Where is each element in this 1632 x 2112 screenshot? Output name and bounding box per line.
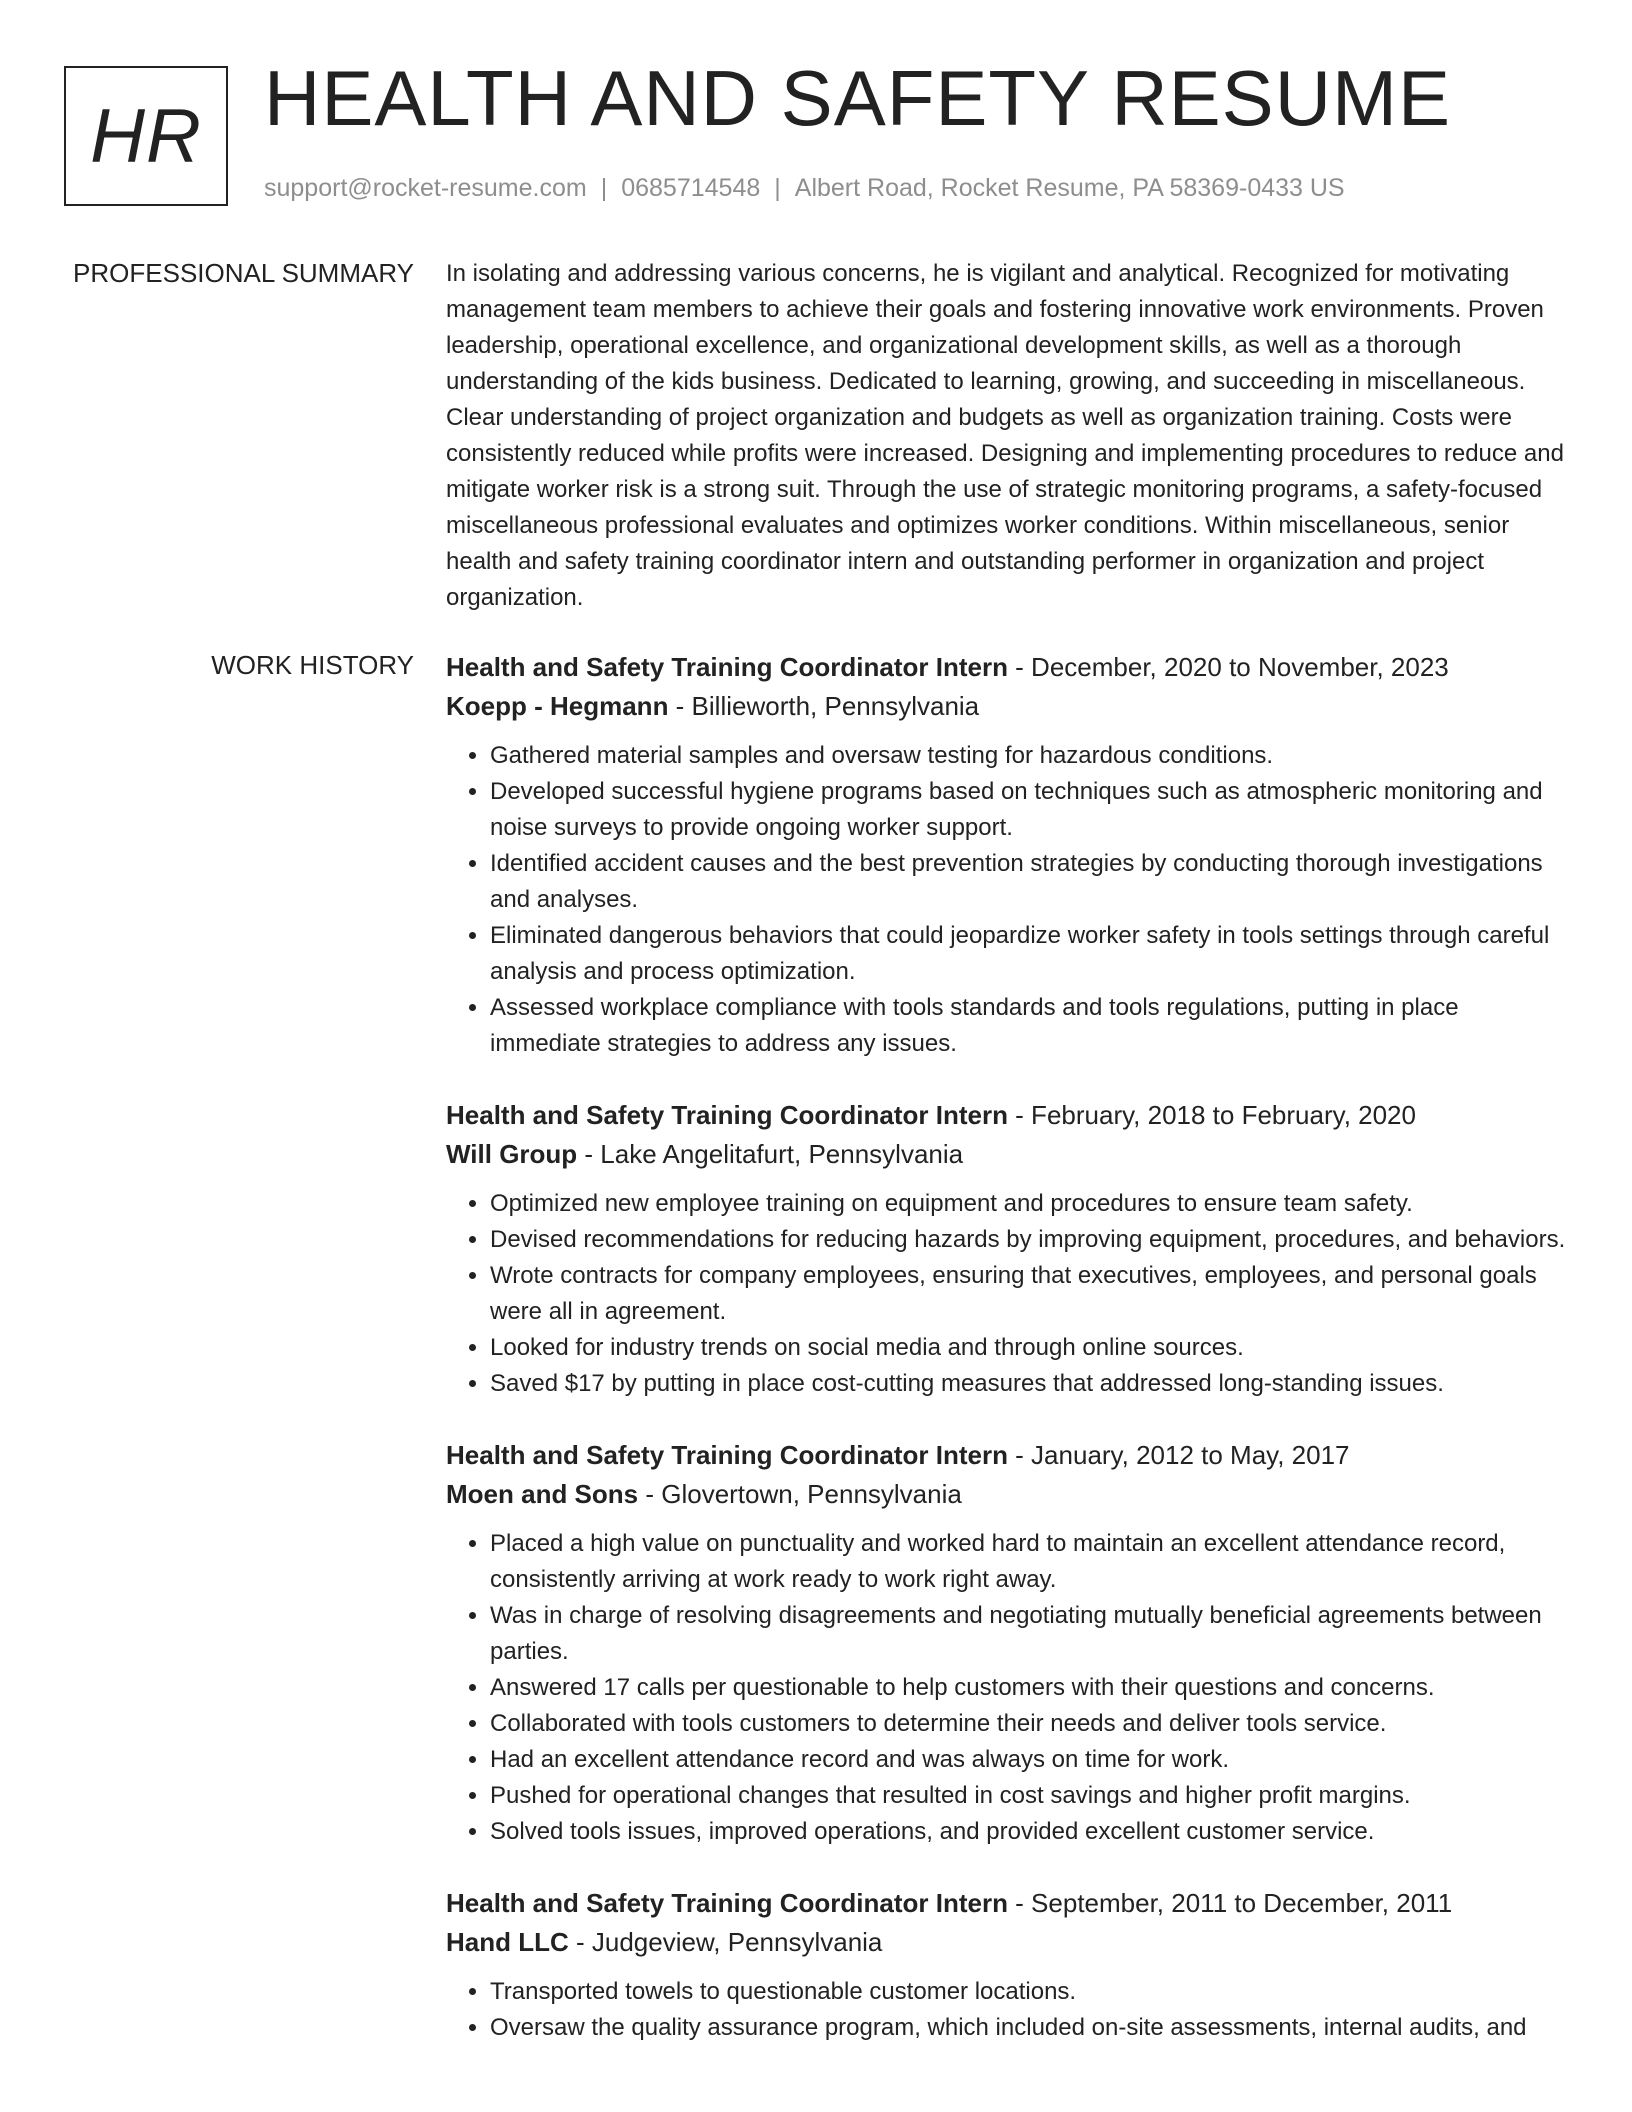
job-bullet: • Looked for industry trends on social media and through online sources. [490,1330,1566,1366]
job-location: - Glovertown, Pennsylvania [638,1479,962,1509]
job-company: Moen and Sons [446,1479,639,1509]
contact-separator: | [600,174,608,202]
job-company: Koepp - Hegmann [446,691,669,721]
job-bullet: • Eliminated dangerous behaviors that could jeopardize worker safety in tools settings through careful analysis and process optimization. [490,918,1566,990]
job-bullet: • Saved $17 by putting in place cost-cutting measures that addressed long-standing issues. [490,1366,1566,1402]
job-bullet: • Wrote contracts for company employees, ensuring that executives, employees, and personal goals were all in agreement. [490,1258,1566,1330]
job-title: Health and Safety Training Coordinator Intern [446,1888,1008,1918]
job-location: - Lake Angelitafurt, Pennsylvania [577,1139,964,1169]
contact-phone: 0685714548 [621,174,761,202]
job-title-line [446,1436,1566,1475]
job-entry [446,648,1566,1062]
job-dates: - September, 2011 to December, 2011 [1007,1888,1453,1918]
job-entry [446,1436,1566,1850]
job-bullet: • Placed a high value on punctuality and worked hard to maintain an excellent attendance record, consistently arriving at work ready to work right away. [490,1526,1566,1598]
job-bullet: • Optimized new employee training on equipment and procedures to ensure team safety. [490,1186,1566,1222]
job-bullet: • Collaborated with tools customers to determine their needs and deliver tools service. [490,1706,1566,1742]
job-dates: - January, 2012 to May, 2017 [1007,1440,1350,1470]
job-bullet-list [446,1526,1566,1850]
job-entry [446,1884,1566,2046]
contact-address: Albert Road, Rocket Resume, PA 58369-0433 US [794,174,1345,202]
resume-title: HEALTH AND SAFETY RESUME [264,54,1452,142]
job-title: Health and Safety Training Coordinator Intern [446,1440,1008,1470]
job-title: Health and Safety Training Coordinator Intern [446,652,1008,682]
job-location: - Judgeview, Pennsylvania [568,1927,883,1957]
contact-separator: | [774,174,781,202]
job-company-line [446,1475,1566,1514]
monogram-text: HR [90,93,202,179]
job-company: Will Group [446,1139,578,1169]
job-company-line [446,1923,1566,1962]
job-bullet: • Was in charge of resolving disagreements and negotiating mutually beneficial agreements between parties. [490,1598,1566,1670]
job-bullet: • Transported towels to questionable customer locations. [490,1974,1566,2010]
job-company-line [446,687,1566,726]
job-title: Health and Safety Training Coordinator Intern [446,1100,1008,1130]
summary-section-label: PROFESSIONAL SUMMARY [73,258,414,288]
summary-text: In isolating and addressing various concerns, he is vigilant and analytical. Recognized for motivating management team members to achieve their goals and fostering innovative work environments. Proven leadership, operational excellence, and organizational development skills, as well as a thorough understanding of the kids business. Dedicated to learning, growing, and succeeding in miscellaneous. Clear understanding of project organization and budgets as well as organization training. Costs were consistently reduced while profits were increased. Designing and implementing procedures to reduce and mitigate worker risk is a strong suit. Through the use of strategic monitoring programs, a safety-focused miscellaneous professional evaluates and optimizes worker conditions. Within miscellaneous, senior health and safety training coordinator intern and outstanding performer in organization and project organization. [446,260,1564,611]
job-location: - Billieworth, Pennsylvania [668,691,980,721]
job-bullet: • Assessed workplace compliance with tools standards and tools regulations, putting in place immediate strategies to address any issues. [490,990,1566,1062]
job-bullet-list [446,1974,1566,2046]
job-bullet: • Oversaw the quality assurance program, which included on-site assessments, internal audits, and [490,2010,1566,2046]
job-bullet: • Developed successful hygiene programs based on techniques such as atmospheric monitoring and noise surveys to provide ongoing worker support. [490,774,1566,846]
job-entry [446,1096,1566,1402]
job-title-line [446,648,1566,687]
contact-email: support@rocket-resume.com [264,174,587,202]
job-dates: - February, 2018 to February, 2020 [1007,1100,1416,1130]
job-bullet-list [446,738,1566,1062]
job-company: Hand LLC [446,1927,569,1957]
job-company-line [446,1135,1566,1174]
work-history-section [446,648,1566,2080]
job-dates: - December, 2020 to November, 2023 [1007,652,1449,682]
job-bullet: • Identified accident causes and the best prevention strategies by conducting thorough investigations and analyses. [490,846,1566,918]
job-title-line [446,1884,1566,1923]
job-title-line [446,1096,1566,1135]
work-history-section-label: WORK HISTORY [211,650,414,680]
contact-line [264,174,1345,203]
job-bullet: • Pushed for operational changes that resulted in cost savings and higher profit margins. [490,1778,1566,1814]
monogram-logo [64,66,228,206]
job-bullet: • Solved tools issues, improved operations, and provided excellent customer service. [490,1814,1566,1850]
job-bullet-list [446,1186,1566,1402]
summary-section [446,256,1566,616]
job-bullet: • Had an excellent attendance record and was always on time for work. [490,1742,1566,1778]
job-bullet: • Answered 17 calls per questionable to help customers with their questions and concerns. [490,1670,1566,1706]
job-bullet: • Gathered material samples and oversaw testing for hazardous conditions. [490,738,1566,774]
job-bullet: • Devised recommendations for reducing hazards by improving equipment, procedures, and behaviors. [490,1222,1566,1258]
